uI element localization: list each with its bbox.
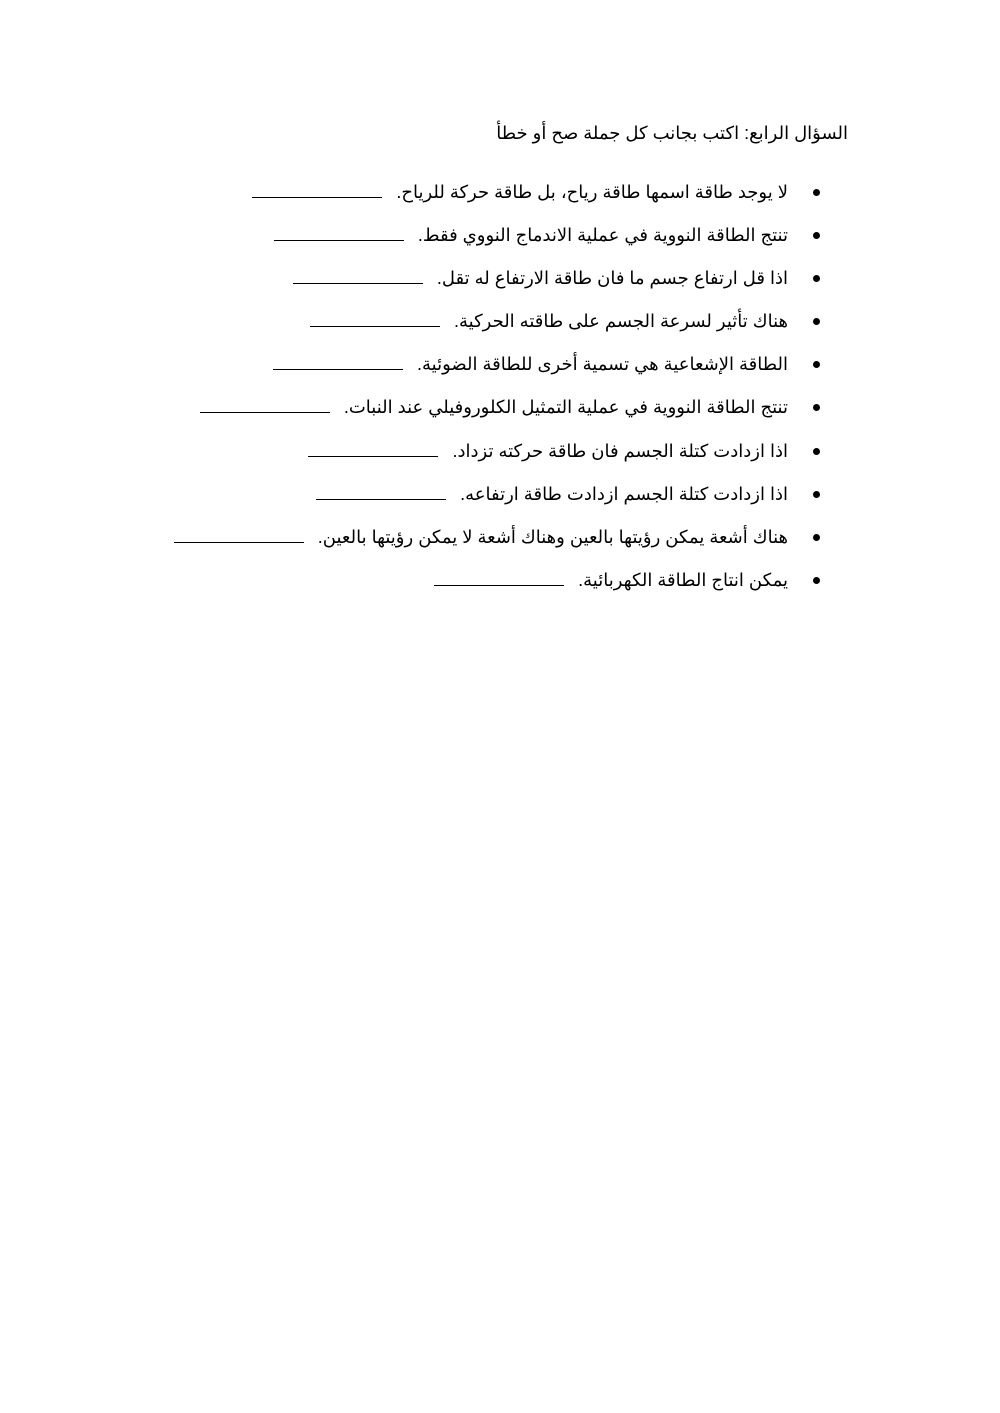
statement-item <box>174 344 820 387</box>
question-title: السؤال الرابع: اكتب بجانب كل جملة صح أو خطأ <box>496 123 848 143</box>
statement-text: يمكن انتاج الطاقة الكهربائية. <box>578 569 788 590</box>
bullet-icon <box>813 318 820 325</box>
statement-item <box>174 172 820 215</box>
statement-item <box>174 560 820 603</box>
bullet-icon <box>813 275 820 282</box>
answer-blank[interactable] <box>310 306 440 327</box>
answer-blank[interactable] <box>273 349 403 370</box>
answer-blank[interactable] <box>200 392 330 413</box>
statement-text: اذا ازدادت كتلة الجسم فان طاقة حركته تزداد. <box>452 440 788 461</box>
bullet-icon <box>813 577 820 584</box>
statement-text: اذا قل ارتفاع جسم ما فان طاقة الارتفاع له تقل. <box>436 268 788 289</box>
answer-blank[interactable] <box>252 177 382 198</box>
statement-text: هناك تأثير لسرعة الجسم على طاقته الحركية. <box>453 311 788 332</box>
bullet-icon <box>813 448 820 455</box>
answer-blank[interactable] <box>308 436 438 457</box>
statement-text: تنتج الطاقة النووية في عملية الاندماج النووي فقط. <box>417 225 788 246</box>
answer-blank[interactable] <box>274 220 404 241</box>
statement-text: اذا ازدادت كتلة الجسم ازدادت طاقة ارتفاعه. <box>460 483 788 504</box>
answer-blank[interactable] <box>434 565 564 586</box>
answer-blank[interactable] <box>174 522 304 543</box>
statement-text: هناك أشعة يمكن رؤيتها بالعين وهناك أشعة لا يمكن رؤيتها بالعين. <box>317 526 788 547</box>
bullet-icon <box>813 189 820 196</box>
answer-blank[interactable] <box>316 479 446 500</box>
statement-text: الطاقة الإشعاعية هي تسمية أخرى للطاقة الضوئية. <box>417 354 788 375</box>
bullet-icon <box>813 534 820 541</box>
statement-list <box>174 172 820 603</box>
bullet-icon <box>813 361 820 368</box>
statement-item <box>174 387 820 430</box>
statement-text: تنتج الطاقة النووية في عملية التمثيل الكلوروفيلي عند النبات. <box>343 397 788 418</box>
bullet-icon <box>813 491 820 498</box>
bullet-icon <box>813 404 820 411</box>
bullet-icon <box>813 232 820 239</box>
statement-item <box>174 258 820 301</box>
statement-text: لا يوجد طاقة اسمها طاقة رياح، بل طاقة حركة للرياح. <box>396 182 788 202</box>
statement-item <box>174 215 820 258</box>
statement-item <box>174 431 820 474</box>
statement-item <box>174 474 820 517</box>
statement-item <box>174 301 820 344</box>
statement-item <box>174 517 820 560</box>
answer-blank[interactable] <box>293 263 423 284</box>
